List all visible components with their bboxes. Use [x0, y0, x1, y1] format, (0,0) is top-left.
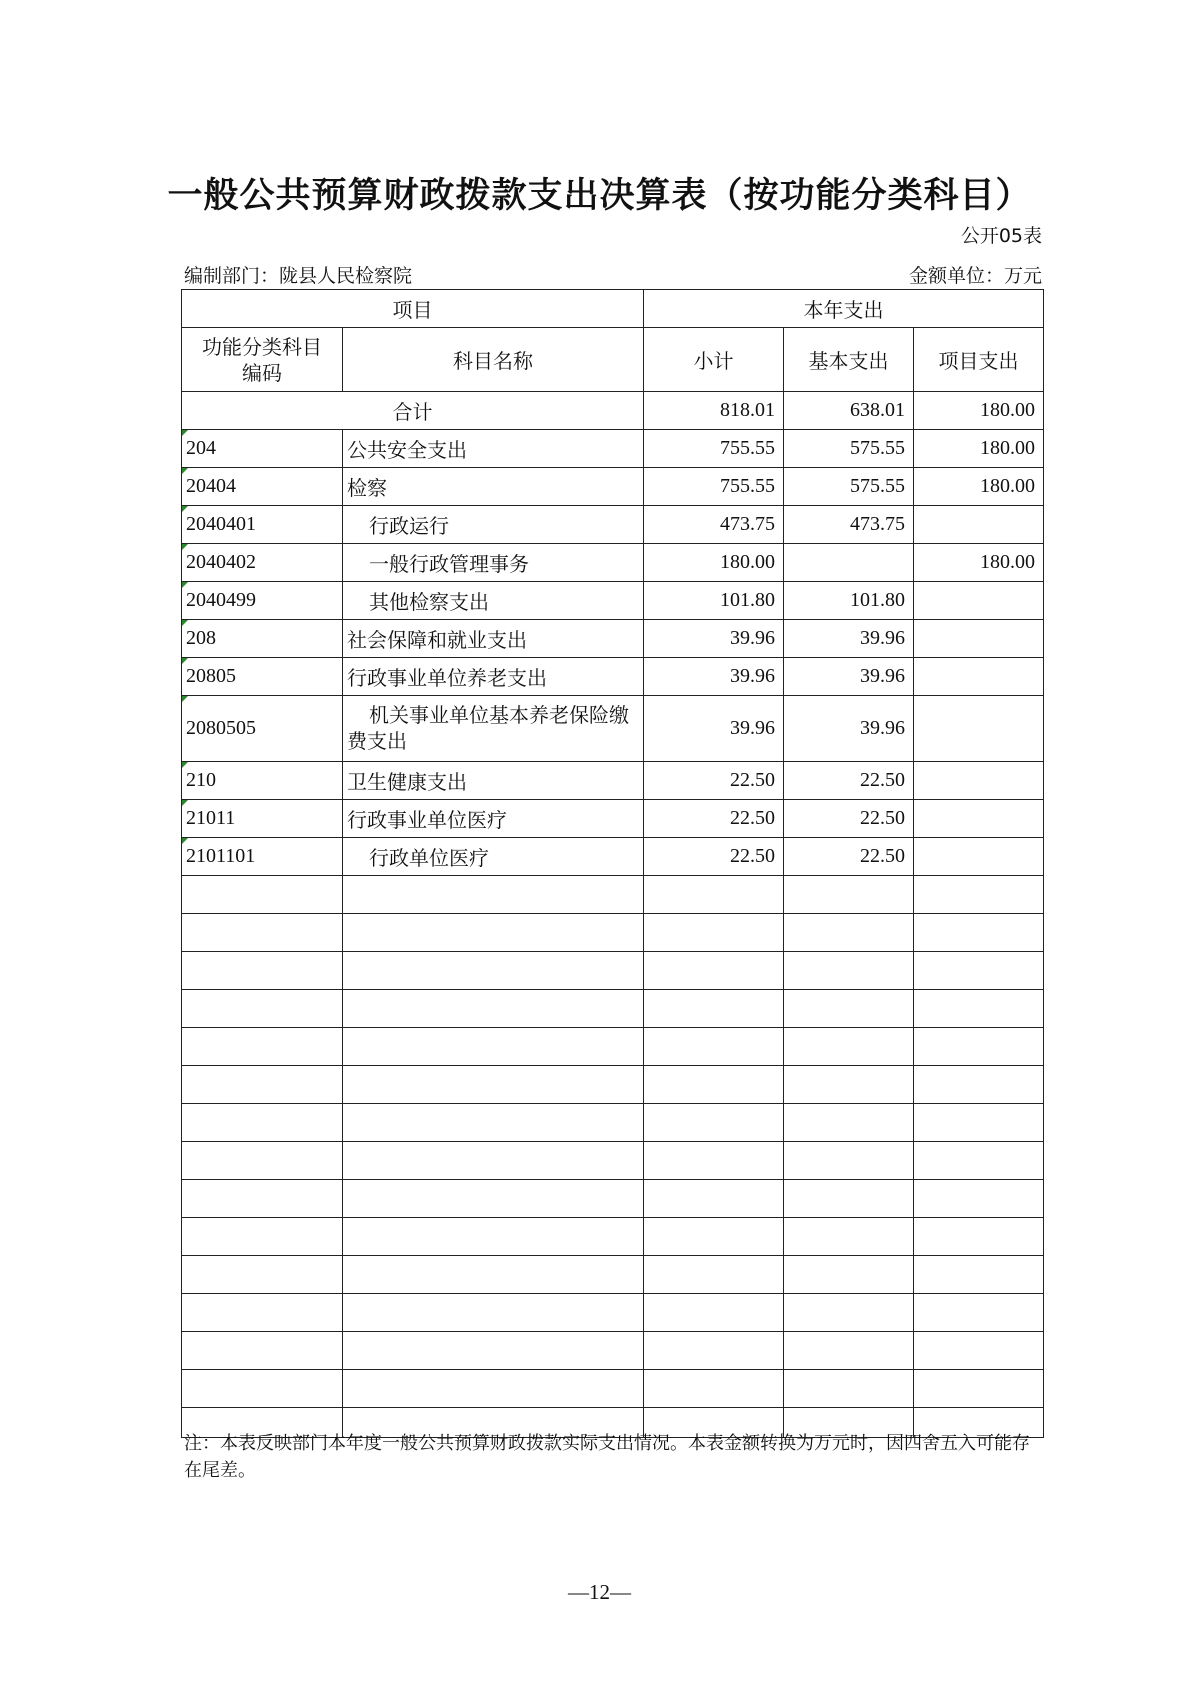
row-project — [914, 800, 1044, 838]
row-basic: 473.75 — [784, 506, 914, 544]
row-project — [914, 696, 1044, 762]
department-label: 编制部门：陇县人民检察院 — [184, 265, 413, 287]
row-subtotal: 473.75 — [644, 506, 784, 544]
empty-row — [182, 914, 1044, 952]
header-row-2 — [182, 328, 1044, 392]
row-subtotal: 39.96 — [644, 696, 784, 762]
row-code: 2080505 — [182, 696, 343, 762]
table-row — [182, 838, 1044, 876]
row-basic: 101.80 — [784, 582, 914, 620]
empty-row — [182, 1294, 1044, 1332]
empty-row — [182, 876, 1044, 914]
row-subtotal: 755.55 — [644, 468, 784, 506]
table-row — [182, 468, 1044, 506]
header-subtotal: 小计 — [644, 328, 784, 392]
row-project — [914, 620, 1044, 658]
row-name: 社会保障和就业支出 — [343, 620, 644, 658]
page-title: 一般公共预算财政拨款支出决算表（按功能分类科目） — [167, 176, 1032, 216]
row-subtotal: 39.96 — [644, 620, 784, 658]
expenditure-table — [181, 289, 1044, 1438]
row-code: 204 — [182, 430, 343, 468]
row-project — [914, 838, 1044, 876]
total-label: 合计 — [182, 392, 644, 430]
table-row — [182, 696, 1044, 762]
page-number: —12— — [568, 1580, 631, 1604]
row-name: 一般行政管理事务 — [343, 544, 644, 582]
total-project: 180.00 — [914, 392, 1044, 430]
header-basic: 基本支出 — [784, 328, 914, 392]
row-name: 行政单位医疗 — [343, 838, 644, 876]
row-project — [914, 658, 1044, 696]
row-project — [914, 506, 1044, 544]
header-row-1 — [182, 290, 1044, 328]
row-code: 210 — [182, 762, 343, 800]
header-name: 科目名称 — [343, 328, 644, 392]
empty-row — [182, 1256, 1044, 1294]
row-name: 检察 — [343, 468, 644, 506]
empty-row — [182, 1066, 1044, 1104]
total-row — [182, 392, 1044, 430]
row-code: 21011 — [182, 800, 343, 838]
header-item: 项目 — [182, 290, 644, 328]
table-row — [182, 800, 1044, 838]
row-basic: 39.96 — [784, 658, 914, 696]
row-name: 行政事业单位医疗 — [343, 800, 644, 838]
row-subtotal: 22.50 — [644, 800, 784, 838]
row-basic: 22.50 — [784, 838, 914, 876]
row-code: 2101101 — [182, 838, 343, 876]
row-basic: 575.55 — [784, 468, 914, 506]
form-number: 公开05表 — [960, 225, 1042, 247]
table-note: 注：本表反映部门本年度一般公共预算财政拨款实际支出情况。本表金额转换为万元时，因四舍五入可能存在尾差。 — [184, 1433, 1030, 1481]
row-subtotal: 39.96 — [644, 658, 784, 696]
row-name: 机关事业单位基本养老保险缴费支出 — [343, 696, 644, 762]
row-project — [914, 762, 1044, 800]
table-row — [182, 430, 1044, 468]
row-code: 20404 — [182, 468, 343, 506]
row-name: 公共安全支出 — [343, 430, 644, 468]
empty-row — [182, 1180, 1044, 1218]
row-code: 2040499 — [182, 582, 343, 620]
row-code: 2040402 — [182, 544, 343, 582]
row-subtotal: 180.00 — [644, 544, 784, 582]
row-code: 2040401 — [182, 506, 343, 544]
empty-row — [182, 1142, 1044, 1180]
row-basic: 575.55 — [784, 430, 914, 468]
total-subtotal: 818.01 — [644, 392, 784, 430]
row-basic — [784, 544, 914, 582]
row-subtotal: 101.80 — [644, 582, 784, 620]
row-name: 行政事业单位养老支出 — [343, 658, 644, 696]
row-name: 卫生健康支出 — [343, 762, 644, 800]
row-basic: 39.96 — [784, 696, 914, 762]
header-current-year: 本年支出 — [644, 290, 1044, 328]
row-subtotal: 22.50 — [644, 762, 784, 800]
header-project: 项目支出 — [914, 328, 1044, 392]
table-row — [182, 582, 1044, 620]
empty-row — [182, 952, 1044, 990]
row-project — [914, 582, 1044, 620]
empty-row — [182, 990, 1044, 1028]
row-project: 180.00 — [914, 544, 1044, 582]
row-name: 行政运行 — [343, 506, 644, 544]
table-row — [182, 762, 1044, 800]
table-row — [182, 658, 1044, 696]
table-row — [182, 506, 1044, 544]
row-subtotal: 22.50 — [644, 838, 784, 876]
total-basic: 638.01 — [784, 392, 914, 430]
row-code: 208 — [182, 620, 343, 658]
row-name: 其他检察支出 — [343, 582, 644, 620]
amount-unit-label: 金额单位：万元 — [908, 265, 1042, 287]
table-row — [182, 544, 1044, 582]
empty-row — [182, 1104, 1044, 1142]
row-basic: 39.96 — [784, 620, 914, 658]
empty-row — [182, 1218, 1044, 1256]
row-basic: 22.50 — [784, 762, 914, 800]
row-project: 180.00 — [914, 468, 1044, 506]
row-basic: 22.50 — [784, 800, 914, 838]
table-row — [182, 620, 1044, 658]
row-code: 20805 — [182, 658, 343, 696]
row-project: 180.00 — [914, 430, 1044, 468]
row-subtotal: 755.55 — [644, 430, 784, 468]
empty-row — [182, 1370, 1044, 1408]
empty-row — [182, 1028, 1044, 1066]
header-code: 功能分类科目编码 — [182, 328, 343, 392]
empty-row — [182, 1332, 1044, 1370]
